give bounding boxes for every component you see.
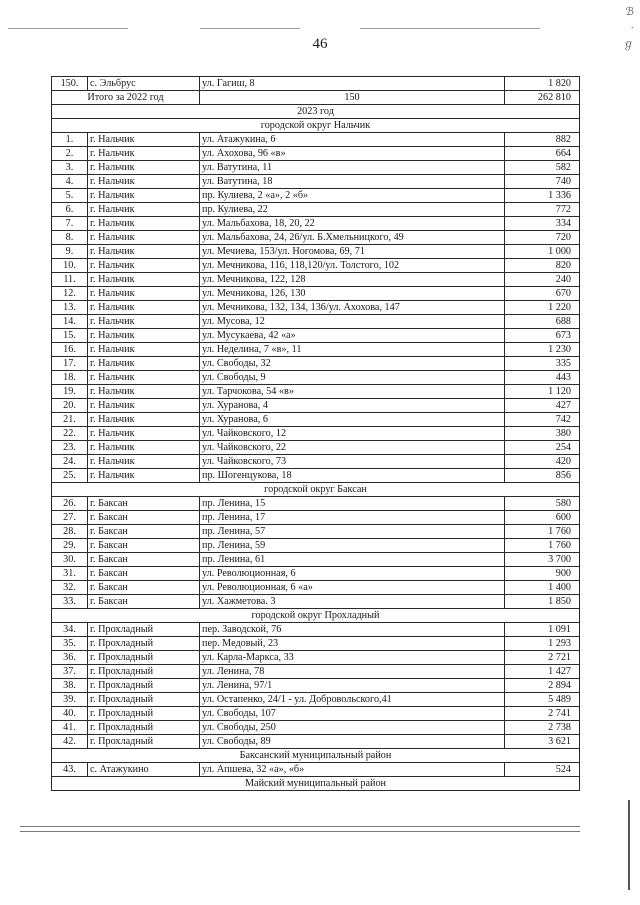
section-title: Майский муниципальный район [52, 777, 580, 791]
address-cell: ул. Ахохова, 96 «в» [200, 147, 505, 161]
table-row [52, 189, 580, 203]
row-number: 32. [52, 581, 88, 595]
address-cell: пр. Ленина, 57 [200, 525, 505, 539]
table-row [52, 371, 580, 385]
city-cell: г. Баксан [88, 539, 200, 553]
area-cell: 2 721 [505, 651, 580, 665]
area-cell: 1 400 [505, 581, 580, 595]
area-cell: 2 738 [505, 721, 580, 735]
area-cell: 670 [505, 287, 580, 301]
area-cell: 1 336 [505, 189, 580, 203]
area-cell: 772 [505, 203, 580, 217]
total-label: Итого за 2022 год [52, 91, 200, 105]
city-cell: г. Нальчик [88, 315, 200, 329]
table-row [52, 427, 580, 441]
table-row [52, 497, 580, 511]
row-number: 10. [52, 259, 88, 273]
address-cell: ул. Атажукина, 6 [200, 133, 505, 147]
table-row [52, 231, 580, 245]
address-cell: ул. Свободы, 107 [200, 707, 505, 721]
row-number: 18. [52, 371, 88, 385]
table-row [52, 455, 580, 469]
row-number: 34. [52, 623, 88, 637]
city-cell: г. Нальчик [88, 189, 200, 203]
area-cell: 240 [505, 273, 580, 287]
row-number: 3. [52, 161, 88, 175]
row-number: 40. [52, 707, 88, 721]
header-rule-right [360, 28, 540, 29]
section-header-row [52, 483, 580, 497]
row-number: 17. [52, 357, 88, 371]
area-cell: 720 [505, 231, 580, 245]
area-cell: 582 [505, 161, 580, 175]
row-number: 24. [52, 455, 88, 469]
address-cell: ул. Мечникова, 122, 128 [200, 273, 505, 287]
area-cell: 882 [505, 133, 580, 147]
address-cell: ул. Мальбахова, 18, 20, 22 [200, 217, 505, 231]
city-cell: г. Нальчик [88, 329, 200, 343]
table-row [52, 665, 580, 679]
buildings-table [51, 76, 580, 791]
table-row [52, 399, 580, 413]
city-cell: г. Баксан [88, 553, 200, 567]
table-row [52, 637, 580, 651]
city-cell: г. Баксан [88, 567, 200, 581]
table-row [52, 581, 580, 595]
city-cell: г. Прохладный [88, 651, 200, 665]
city-cell: г. Нальчик [88, 133, 200, 147]
address-cell: ул. Чайковского, 22 [200, 441, 505, 455]
row-number: 29. [52, 539, 88, 553]
row-number: 6. [52, 203, 88, 217]
address-cell: ул. Ленина, 97/1 [200, 679, 505, 693]
table-row [52, 259, 580, 273]
area-cell: 524 [505, 763, 580, 777]
row-number: 41. [52, 721, 88, 735]
city-cell: г. Баксан [88, 595, 200, 609]
address-cell: ул. Свободы, 9 [200, 371, 505, 385]
area-cell: 664 [505, 147, 580, 161]
table-row [52, 595, 580, 609]
address-cell: ул. Карла-Маркса, 33 [200, 651, 505, 665]
address-cell: пр. Ленина, 15 [200, 497, 505, 511]
table-body [52, 77, 580, 791]
total-area: 262 810 [505, 91, 580, 105]
footer-rule-2 [20, 831, 580, 832]
table-row [52, 175, 580, 189]
row-number: 33. [52, 595, 88, 609]
address-cell: ул. Апшева, 32 «а», «б» [200, 763, 505, 777]
address-cell: ул. Свободы, 250 [200, 721, 505, 735]
address-cell: ул. Мечникова, 116, 118,120/ул. Толстого, 102 [200, 259, 505, 273]
table-row [52, 77, 580, 91]
table-row [52, 301, 580, 315]
table-row [52, 721, 580, 735]
address-cell: пр. Ленина, 17 [200, 511, 505, 525]
table-row [52, 539, 580, 553]
row-number: 16. [52, 343, 88, 357]
section-title: Баксанский муниципальный район [52, 749, 580, 763]
row-number: 15. [52, 329, 88, 343]
header-rule-left [8, 28, 128, 29]
table-row [52, 273, 580, 287]
table-row [52, 693, 580, 707]
table-row [52, 553, 580, 567]
address-cell: ул. Чайковского, 12 [200, 427, 505, 441]
address-cell: ул. Свободы, 32 [200, 357, 505, 371]
section-title: 2023 год [52, 105, 580, 119]
city-cell: г. Нальчик [88, 427, 200, 441]
area-cell: 420 [505, 455, 580, 469]
row-number: 9. [52, 245, 88, 259]
city-cell: г. Нальчик [88, 273, 200, 287]
city-cell: г. Нальчик [88, 175, 200, 189]
row-number: 13. [52, 301, 88, 315]
city-cell: с. Эльбрус [88, 77, 200, 91]
area-cell: 740 [505, 175, 580, 189]
area-cell: 335 [505, 357, 580, 371]
address-cell: пр. Ленина, 61 [200, 553, 505, 567]
area-cell: 856 [505, 469, 580, 483]
address-cell: пр. Шогенцукова, 18 [200, 469, 505, 483]
address-cell: ул. Чайковского, 73 [200, 455, 505, 469]
row-number: 14. [52, 315, 88, 329]
table-row [52, 469, 580, 483]
area-cell: 380 [505, 427, 580, 441]
row-number: 38. [52, 679, 88, 693]
header-rule-middle [200, 28, 300, 29]
address-cell: ул. Мечникова, 126, 130 [200, 287, 505, 301]
row-number: 11. [52, 273, 88, 287]
section-title: городской округ Нальчик [52, 119, 580, 133]
area-cell: 2 741 [505, 707, 580, 721]
table-row [52, 735, 580, 749]
area-cell: 1 760 [505, 525, 580, 539]
area-cell: 1 427 [505, 665, 580, 679]
city-cell: г. Нальчик [88, 413, 200, 427]
city-cell: г. Нальчик [88, 357, 200, 371]
row-number: 19. [52, 385, 88, 399]
city-cell: г. Нальчик [88, 245, 200, 259]
address-cell: ул. Свободы, 89 [200, 735, 505, 749]
section-title: городской округ Баксан [52, 483, 580, 497]
table-row [52, 161, 580, 175]
address-cell: ул. Революционная, 6 [200, 567, 505, 581]
address-cell: пер. Заводской, 76 [200, 623, 505, 637]
area-cell: 580 [505, 497, 580, 511]
area-cell: 2 894 [505, 679, 580, 693]
table-row [52, 357, 580, 371]
row-number: 5. [52, 189, 88, 203]
address-cell: ул. Хажметова. 3 [200, 595, 505, 609]
city-cell: г. Прохладный [88, 693, 200, 707]
city-cell: г. Нальчик [88, 231, 200, 245]
section-header-row [52, 777, 580, 791]
address-cell: ул. Ватутина, 18 [200, 175, 505, 189]
table-row [52, 413, 580, 427]
table-row [52, 147, 580, 161]
row-number: 37. [52, 665, 88, 679]
page-number: 46 [312, 36, 328, 52]
city-cell: г. Нальчик [88, 161, 200, 175]
area-cell: 1 293 [505, 637, 580, 651]
address-cell: ул. Мечиева, 153/ул. Ногомова, 69, 71 [200, 245, 505, 259]
area-cell: 820 [505, 259, 580, 273]
row-number: 8. [52, 231, 88, 245]
city-cell: с. Атажукино [88, 763, 200, 777]
city-cell: г. Нальчик [88, 217, 200, 231]
table-row [52, 707, 580, 721]
address-cell: ул. Мальбахова, 24, 26/ул. Б.Хмельницкого, 49 [200, 231, 505, 245]
city-cell: г. Нальчик [88, 469, 200, 483]
corner-mark-2: · [630, 22, 634, 34]
address-cell: ул. Мусова, 12 [200, 315, 505, 329]
city-cell: г. Прохладный [88, 735, 200, 749]
section-header-row [52, 119, 580, 133]
corner-mark-1: ℬ [625, 6, 634, 18]
area-cell: 900 [505, 567, 580, 581]
area-cell: 1 850 [505, 595, 580, 609]
row-number: 7. [52, 217, 88, 231]
corner-mark-3: ℊ [623, 38, 634, 50]
area-cell: 600 [505, 511, 580, 525]
table-row [52, 525, 580, 539]
city-cell: г. Нальчик [88, 301, 200, 315]
table-row [52, 651, 580, 665]
table-row [52, 623, 580, 637]
row-number: 21. [52, 413, 88, 427]
city-cell: г. Нальчик [88, 371, 200, 385]
area-cell: 3 621 [505, 735, 580, 749]
table-row [52, 203, 580, 217]
section-header-row [52, 749, 580, 763]
table-row [52, 511, 580, 525]
row-number: 39. [52, 693, 88, 707]
address-cell: ул. Остапенко, 24/1 - ул. Добровольского,41 [200, 693, 505, 707]
area-cell: 673 [505, 329, 580, 343]
section-title: городской округ Прохладный [52, 609, 580, 623]
table-row [52, 245, 580, 259]
city-cell: г. Нальчик [88, 147, 200, 161]
area-cell: 5 489 [505, 693, 580, 707]
city-cell: г. Прохладный [88, 721, 200, 735]
row-number: 31. [52, 567, 88, 581]
area-cell: 334 [505, 217, 580, 231]
city-cell: г. Прохладный [88, 665, 200, 679]
table-row [52, 315, 580, 329]
row-number: 2. [52, 147, 88, 161]
row-number: 22. [52, 427, 88, 441]
address-cell: пр. Ленина, 59 [200, 539, 505, 553]
row-number: 23. [52, 441, 88, 455]
city-cell: г. Баксан [88, 497, 200, 511]
margin-bar [628, 800, 630, 890]
address-cell: ул. Ленина, 78 [200, 665, 505, 679]
city-cell: г. Прохладный [88, 637, 200, 651]
row-number: 4. [52, 175, 88, 189]
area-cell: 1 230 [505, 343, 580, 357]
area-cell: 3 700 [505, 553, 580, 567]
address-cell: ул. Неделина, 7 «в», 11 [200, 343, 505, 357]
address-cell: ул. Мусукаева, 42 «а» [200, 329, 505, 343]
city-cell: г. Нальчик [88, 287, 200, 301]
address-cell: ул. Тарчокова, 54 «в» [200, 385, 505, 399]
area-cell: 1 760 [505, 539, 580, 553]
row-number: 1. [52, 133, 88, 147]
city-cell: г. Нальчик [88, 441, 200, 455]
address-cell: пер. Медовый, 23 [200, 637, 505, 651]
total-count: 150 [200, 91, 505, 105]
table-row [52, 133, 580, 147]
area-cell: 742 [505, 413, 580, 427]
area-cell: 688 [505, 315, 580, 329]
city-cell: г. Прохладный [88, 679, 200, 693]
city-cell: г. Нальчик [88, 259, 200, 273]
table-row [52, 343, 580, 357]
row-number: 30. [52, 553, 88, 567]
city-cell: г. Нальчик [88, 385, 200, 399]
address-cell: пр. Кулиева, 22 [200, 203, 505, 217]
table-row [52, 217, 580, 231]
address-cell: ул. Гагиш, 8 [200, 77, 505, 91]
section-header-row [52, 609, 580, 623]
row-number: 36. [52, 651, 88, 665]
corner-marks [623, 4, 634, 52]
city-cell: г. Прохладный [88, 623, 200, 637]
city-cell: г. Баксан [88, 525, 200, 539]
table-row [52, 567, 580, 581]
table-row [52, 763, 580, 777]
footer-rule-1 [20, 826, 580, 827]
address-cell: ул. Мечникова, 132, 134, 136/ул. Ахохова, 147 [200, 301, 505, 315]
row-number: 12. [52, 287, 88, 301]
city-cell: г. Нальчик [88, 399, 200, 413]
table-row [52, 441, 580, 455]
address-cell: ул. Революционная, 6 «а» [200, 581, 505, 595]
area-cell: 443 [505, 371, 580, 385]
area-cell: 1 220 [505, 301, 580, 315]
address-cell: пр. Кулиева, 2 «а», 2 «б» [200, 189, 505, 203]
table-row [52, 329, 580, 343]
row-number: 35. [52, 637, 88, 651]
city-cell: г. Прохладный [88, 707, 200, 721]
table-row [52, 679, 580, 693]
row-number: 150. [52, 77, 88, 91]
row-number: 27. [52, 511, 88, 525]
city-cell: г. Нальчик [88, 343, 200, 357]
address-cell: ул. Хуранова, 6 [200, 413, 505, 427]
city-cell: г. Баксан [88, 511, 200, 525]
city-cell: г. Нальчик [88, 455, 200, 469]
row-number: 26. [52, 497, 88, 511]
area-cell: 1 820 [505, 77, 580, 91]
row-number: 20. [52, 399, 88, 413]
area-cell: 427 [505, 399, 580, 413]
table-row [52, 287, 580, 301]
area-cell: 1 000 [505, 245, 580, 259]
address-cell: ул. Хуранова, 4 [200, 399, 505, 413]
row-number: 42. [52, 735, 88, 749]
row-number: 25. [52, 469, 88, 483]
area-cell: 1 091 [505, 623, 580, 637]
section-header-row [52, 105, 580, 119]
table-row [52, 385, 580, 399]
city-cell: г. Баксан [88, 581, 200, 595]
area-cell: 254 [505, 441, 580, 455]
total-row [52, 91, 580, 105]
city-cell: г. Нальчик [88, 203, 200, 217]
row-number: 28. [52, 525, 88, 539]
area-cell: 1 120 [505, 385, 580, 399]
row-number: 43. [52, 763, 88, 777]
address-cell: ул. Ватутина, 11 [200, 161, 505, 175]
